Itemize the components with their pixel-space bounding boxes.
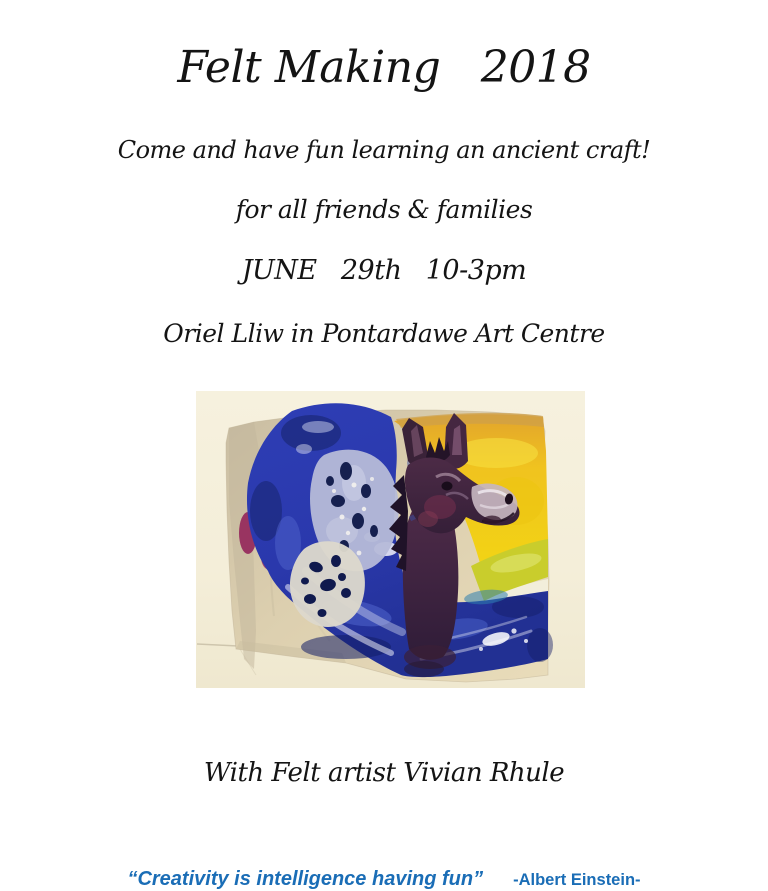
poster-artist-line: With Felt artist Vivian Rhule	[203, 758, 565, 788]
poster-subtitle: Come and have fun learning an ancient craft!	[117, 136, 651, 164]
poster-date-line: JUNE 29th 10-3pm	[241, 255, 527, 286]
donkey-eye	[442, 482, 453, 491]
poster-venue-line: Oriel Lliw in Pontardawe Art Centre	[163, 319, 605, 348]
poster-quote-row	[0, 868, 768, 891]
poster-title: Felt Making 2018	[177, 42, 591, 93]
quote-attribution: -Albert Einstein-	[513, 871, 641, 889]
quote-text: “Creativity is intelligence having fun”	[127, 868, 484, 890]
felt-artwork-photo	[196, 391, 585, 688]
felt-artwork-image	[196, 391, 585, 688]
poster-audience-line: for all friends & families	[235, 195, 533, 224]
leopard-spot-patch	[290, 541, 365, 627]
